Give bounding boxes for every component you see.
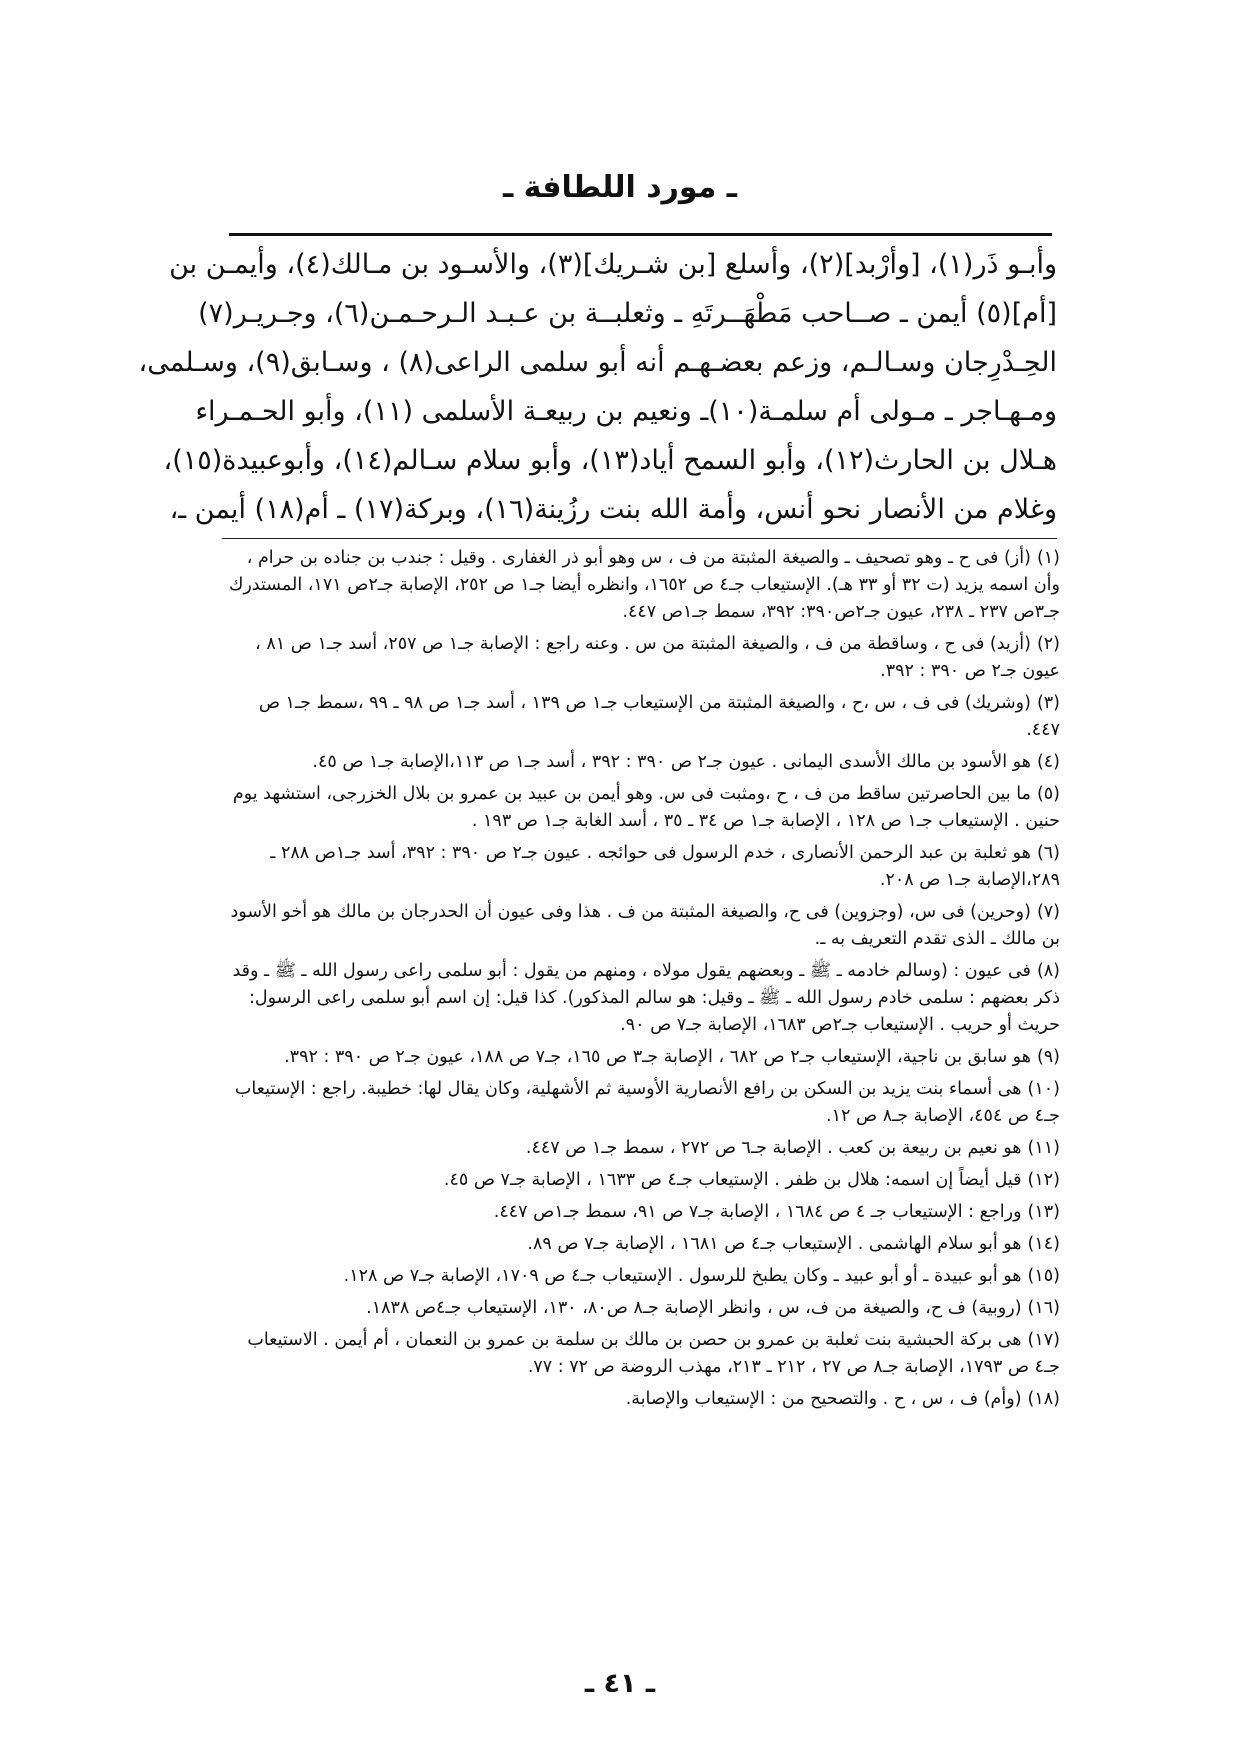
footnote-number: (٤) xyxy=(1036,752,1060,772)
footnote xyxy=(220,1135,1060,1162)
footnotes xyxy=(220,545,1060,1418)
footnote-number: (١٧) xyxy=(1027,1330,1060,1350)
footnote xyxy=(220,1199,1060,1226)
footnote-number: (٢) xyxy=(1036,634,1060,654)
footnote xyxy=(220,1386,1060,1413)
main-text xyxy=(138,240,1057,534)
footnote-number: (٩) xyxy=(1036,1047,1060,1067)
footnote xyxy=(220,1044,1060,1071)
footnote-text: ما بين الحاصرتين ساقط من ف ، ح ،ومثبت فى س. وهو أيمن بن عبيد بن عمرو بن بلال الخزرجى، استشهد يوم حنين . الإستيعاب جـ١ ص ١٢٨ ، الإصابة جـ١ ص ٣٤ ـ ٣٥ ، أسد الغابة جـ١ ص ١٩٣ . xyxy=(232,784,1060,831)
footnote-number: (٦) xyxy=(1036,843,1060,863)
footnote-text: هو أبو سلام الهاشمى . الإستيعاب جـ٤ ص ١٦٨١ ، الإصابة جـ٧ ص ٨٩. xyxy=(527,1234,1022,1254)
footnote-number: (١) xyxy=(1036,548,1060,568)
footnote-number: (١٢) xyxy=(1027,1170,1060,1190)
footnote-number: (١٣) xyxy=(1027,1202,1060,1222)
footnote-text: (وحرين) فى س، (وجزوين) فى ح، والصيغة المثبتة من ف . هذا وفى عيون أن الحدرجان بن مالك هو أخو الأسود بن مالك ـ الذى تقدم التعريف به ـ. xyxy=(230,902,1060,949)
footnote-text: وراجع : الإستيعاب جـ ٤ ص ١٦٨٤ ، الإصابة جـ٧ ص ٩١، سمط جـ١ص ٤٤٧. xyxy=(493,1202,1022,1222)
footnote xyxy=(220,958,1060,1039)
footnote-text: هى بركة الحبشية بنت ثعلبة بن عمرو بن حصن بن مالك بن سلمة بن عمرو بن النعمان ، أم أيمن . الاستيعاب جـ٤ ص ١٧٩٣، الإصابة جـ٨ ص ٢٧ ، ٢١٢ ـ ٢١٣، مهذب الروضة ص ٧٢ : ٧٧. xyxy=(247,1330,1060,1377)
footnote-number: (٥) xyxy=(1036,784,1060,804)
footnote-text: (روبية) ف ح، والصيغة من ف، س ، وانظر الإصابة جـ٨ ص٨٠، ١٣٠، الإستيعاب جـ٤ص ١٨٣٨. xyxy=(366,1298,1022,1318)
footnote-text: هى أسماء بنت يزيد بن السكن بن رافع الأنصارية الأوسية ثم الأشهلية، وكان يقال لها: خطيبة. راجع : الإستيعاب جـ٤ ص ٤٥٤، الإصابة جـ٨ ص ١٢. xyxy=(234,1079,1060,1126)
header-rule xyxy=(229,233,1052,236)
footnote xyxy=(220,1263,1060,1290)
footnote-text: هو سابق بن ناجية، الإستيعاب جـ٢ ص ٦٨٢ ، الإصابة جـ٣ ص ١٦٥، جـ٧ ص ١٨٨، عيون جـ٢ ص ٣٩٠ : ٣٩٢. xyxy=(284,1047,1031,1067)
footnote xyxy=(220,899,1060,953)
footnote xyxy=(220,781,1060,835)
footnote-text: هو نعيم بن ربيعة بن كعب . الإصابة جـ٦ ص ٢٧٢ ، سمط جـ١ ص ٤٤٧. xyxy=(525,1138,1022,1158)
main-line: وأبـو ذَر(١)، [وأرْبد](٢)، وأسلع [بن شـريك](٣)، والأسـود بن مـالك(٤)، وأيمـن بن xyxy=(169,249,1057,280)
footnote xyxy=(220,749,1060,776)
footnote-number: (١٠) xyxy=(1027,1079,1060,1099)
footnote xyxy=(220,840,1060,894)
footnote-number: (١٦) xyxy=(1027,1298,1060,1318)
main-line: ومـهـاجر ـ مـولى أم سلمـة(١٠)ـ ونعيم بن ربيعـة الأسلمى (١١)، وأبو الحـمـراء xyxy=(195,396,1057,427)
footnote-number: (٧) xyxy=(1036,902,1060,922)
main-line: [أم](٥) أيمن ـ صــاحب مَطْهَــرتَهِ ـ وثعلبــة بن عـبـد الـرحـمـن(٦)، وجـريـر(٧) xyxy=(198,298,1057,329)
footnote xyxy=(220,1076,1060,1130)
main-line: هـلال بن الحارث(١٢)، وأبو السمح أياد(١٣)، وأبو سلام سـالم(١٤)، وأبوعبيدة(١٥)، xyxy=(163,445,1057,476)
footnote-number: (١٥) xyxy=(1027,1266,1060,1286)
footnote xyxy=(220,1167,1060,1194)
footnote xyxy=(220,1327,1060,1381)
main-line: وغلام من الأنصار نحو أنس، وأمة الله بنت رزُينة(١٦)، وبركة(١٧) ـ أم(١٨) أيمن ـ، xyxy=(169,494,1057,525)
footnote xyxy=(220,690,1060,744)
footnote-number: (٣) xyxy=(1036,693,1060,713)
footnote-number: (١٤) xyxy=(1027,1234,1060,1254)
footnote-text: فى عيون : (وسالم خادمه ـ ﷺ ـ وبعضهم يقول مولاه ، ومنهم من يقول : أبو سلمى راعى رسول الله ـ ﷺ ـ وقد ذكر بعضهم : سلمى خادم رسول الله ـ ﷺ ـ وقيل: هو سالم المذكور). كذا قيل: إن اسم أبو سلمى راعى الرسول: حريث أو حريب . الإستيعاب جـ٢ص ١٦٨٣، الإصابة جـ٧ ص ٩٠. xyxy=(232,961,1060,1035)
footnote xyxy=(220,545,1060,626)
footnote-text: (أز) فى ح ـ وهو تصحيف ـ والصيغة المثبتة من ف ، س وهو أبو ذر الغفارى . وقيل : جندب بن جناده بن حرام ، وأن اسمه يزيد (ت ٣٢ أو ٣٣ هـ). الإستيعاب جـ٤ ص ١٦٥٢، وانظره أيضا جـ١ ص ٢٥٢، الإصابة جـ٢ص ١٧١، المستدرك جـ٣ص ٢٣٧ ـ ٢٣٨، عيون جـ٢ص٣٩٠: ٣٩٢، سمط جـ١ص ٤٤٧. xyxy=(228,548,1060,622)
footnote-text: (أزيد) فى ح ، وساقطة من ف ، والصيغة المثبتة من س . وعنه راجع : الإصابة جـ١ ص ٢٥٧، أسد جـ١ ص ٨١ ، عيون جـ٢ ص ٣٩٠ : ٣٩٢. xyxy=(255,634,1060,681)
footnote xyxy=(220,1231,1060,1258)
footnote-text: قيل أيضاً إن اسمه: هلال بن ظفر . الإستيعاب جـ٤ ص ١٦٣٣ ، الإصابة جـ٧ ص ٤٥. xyxy=(443,1170,1022,1190)
running-header: ـ مورد اللطافة ـ xyxy=(502,170,737,205)
main-line: الحِـدْرِجان وسـالـم، وزعم بعضـهـم أنه أبو سلمى الراعى(٨) ، وسـابق(٩)، وسـلمى، xyxy=(138,347,1057,378)
footnote-text: هو أبو عبيدة ـ أو أبو عبيد ـ وكان يطبخ للرسول . الإستيعاب جـ٤ ص ١٧٠٩، الإصابة جـ٧ ص ١٢٨. xyxy=(343,1266,1022,1286)
footnote-text: (وأم) ف ، س ، ح . والتصحيح من : الإستيعاب والإصابة. xyxy=(625,1389,1022,1409)
footnote-text: هو ثعلبة بن عبد الرحمن الأنصارى ، خدم الرسول فى حوائجه . عيون جـ٢ ص ٣٩٠ : ٣٩٢، أسد جـ١ص ٢٨٨ ـ ٢٨٩،الإصابة جـ١ ص ٢٠٨. xyxy=(270,843,1060,890)
page-number: ـ ٤١ ـ xyxy=(584,1668,656,1699)
footnote-number: (١٨) xyxy=(1027,1389,1060,1409)
footnote-number: (١١) xyxy=(1027,1138,1060,1158)
footnote-text: (وشريك) فى ف ، س ،ح ، والصيغة المثبتة من الإستيعاب جـ١ ص ١٣٩ ، أسد جـ١ ص ٩٨ ـ ٩٩ ،سمط جـ١ ص ٤٤٧. xyxy=(258,693,1060,740)
footnote-number: (٨) xyxy=(1036,961,1060,981)
text-separator-rule xyxy=(222,538,1057,539)
footnote-text: هو الأسود بن مالك الأسدى اليمانى . عيون جـ٢ ص ٣٩٠ : ٣٩٢ ، أسد جـ١ ص ١١٣،الإصابة جـ١ ص ٤٥. xyxy=(312,752,1031,772)
footnote xyxy=(220,631,1060,685)
footnote xyxy=(220,1295,1060,1322)
